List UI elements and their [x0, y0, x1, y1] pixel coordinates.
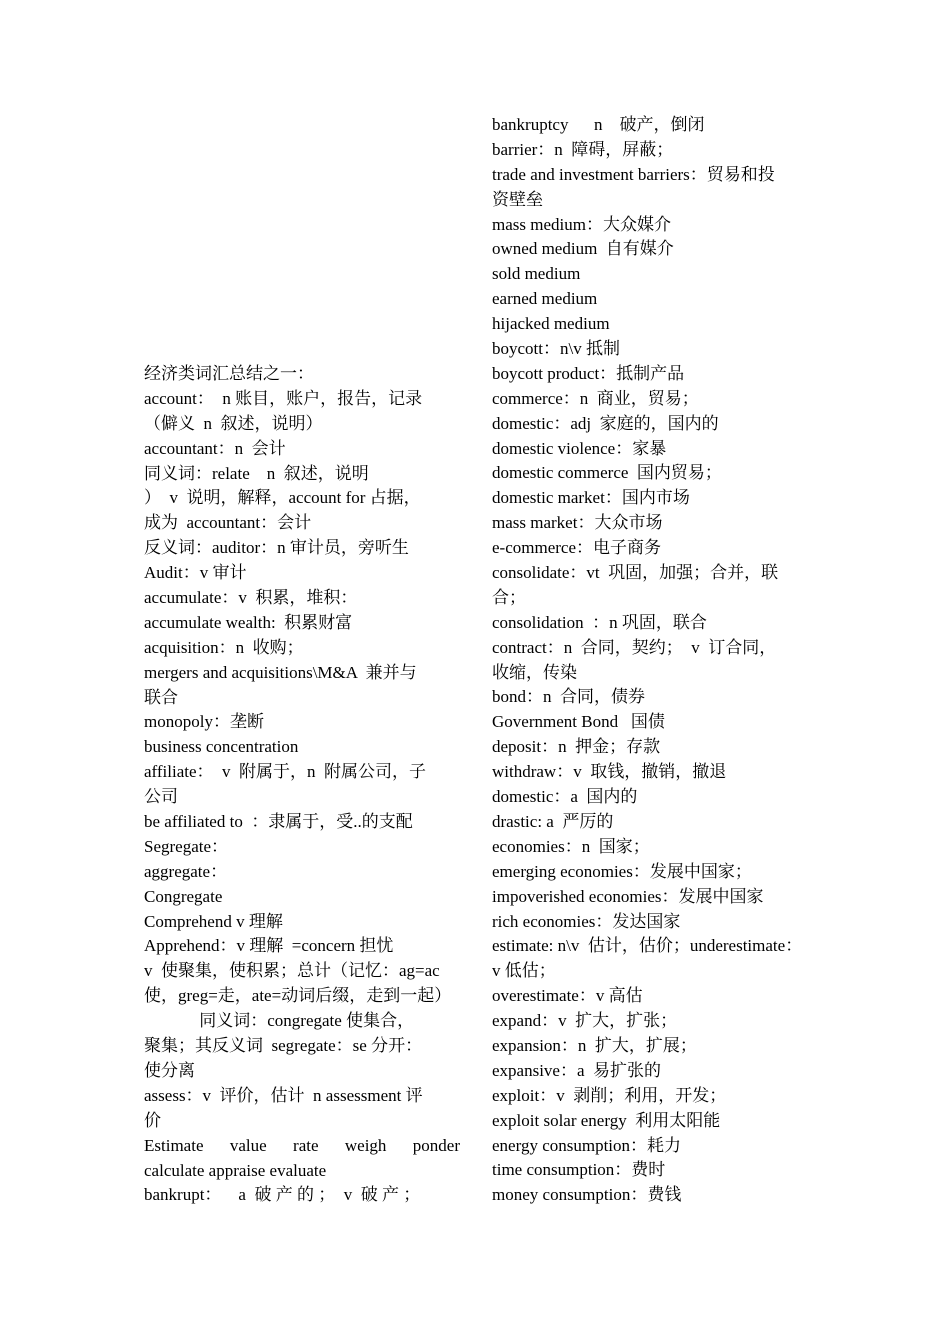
text-line: economies：n 国家； [492, 836, 650, 856]
text-line: expansion：n 扩大，扩展； [492, 1035, 697, 1055]
text-line: accumulate：v 积累，堆积： [144, 588, 358, 608]
text-line: business concentration [144, 737, 299, 757]
text-line: e-commerce：电子商务 [492, 538, 661, 558]
text-line: impoverished economies：发展中国家 [492, 886, 764, 906]
text-line: affiliate： v 附属于，n 附属公司，子 [144, 762, 427, 782]
text-line: 经济类词汇总结之一： [144, 364, 314, 383]
text-line: Comprehend v 理解 [144, 911, 283, 931]
text-line: Apprehend：v 理解 =concern 担忧 [144, 936, 394, 956]
text-line: 反义词：auditor：n 审计员，旁听生 [144, 538, 409, 558]
text-line: Audit：v 审计 [144, 563, 247, 583]
text-line: accountant：n 会计 [144, 438, 286, 458]
text-line: v 低估； [492, 961, 556, 981]
text-line: domestic violence：家暴 [492, 438, 667, 458]
text-line: Congregate [144, 886, 223, 906]
text-line: bond：n 合同，债券 [492, 687, 645, 707]
text-line: mass medium：大众媒介 [492, 214, 671, 234]
text-line: 同义词：relate n 叙述，说明 [144, 463, 369, 483]
text-line: Government Bond 国债 [492, 712, 665, 732]
text-line: emerging economies：发展中国家； [492, 861, 752, 881]
text-line: boycott product：抵制产品 [492, 363, 685, 383]
text-line: assess：v 评价，估计 n assessment 评 [144, 1085, 423, 1105]
text-line: 同义词：congregate 使集合， [144, 1011, 415, 1031]
left-text-column [144, 362, 460, 1208]
text-line: commerce：n 商业，贸易； [492, 388, 699, 408]
text-line: 聚集；其反义词 segregate：se 分开： [144, 1036, 423, 1056]
text-line: 公司 [144, 787, 178, 807]
text-line: domestic market：国内市场 [492, 488, 690, 508]
text-line: 收缩，传染 [492, 662, 577, 682]
text-line: Segregate： [144, 836, 229, 856]
text-line: bankruptcy n 破产，倒闭 [492, 115, 705, 134]
text-line: expand：v 扩大，扩张； [492, 1011, 678, 1031]
text-line: exploit solar energy 利用太阳能 [492, 1110, 721, 1130]
text-line: v 使聚集，使积累；总计（记忆：ag=ac [144, 961, 440, 981]
text-line: 合； [492, 587, 526, 607]
text-line: 使，greg=走，ate=动词后缀，走到一起） [144, 986, 452, 1006]
text-line: domestic commerce 国内贸易； [492, 463, 722, 483]
text-line: withdraw：v 取钱，撤销，撤退 [492, 762, 727, 782]
text-line: rich economies：发达国家 [492, 911, 681, 931]
text-line: consolidate：vt 巩固，加强；合并，联 [492, 563, 779, 583]
text-line: deposit：n 押金；存款 [492, 737, 661, 757]
text-line: drastic: a 严厉的 [492, 811, 614, 831]
text-line: acquisition：n 收购； [144, 637, 304, 657]
text-line: 资壁垒 [492, 189, 543, 209]
text-line: （僻义 n 叙述，说明） [144, 413, 323, 433]
text-line: Estimate value rate weigh ponder [144, 1135, 460, 1155]
text-line: ） v 说明，解释，account for 占据， [144, 488, 421, 508]
text-line: accumulate wealth: 积累财富 [144, 612, 353, 632]
text-line: money consumption：费钱 [492, 1185, 682, 1205]
text-line: hijacked medium [492, 314, 610, 334]
text-line: mass market：大众市场 [492, 513, 663, 533]
text-line: monopoly：垄断 [144, 712, 264, 732]
text-line: owned medium 自有媒介 [492, 239, 674, 259]
text-line: 成为 accountant：会计 [144, 513, 312, 533]
text-line: expansive：a 易扩张的 [492, 1060, 662, 1080]
text-line: estimate: n\v 估计，估价；underestimate： [492, 936, 803, 956]
text-line: 使分离 [144, 1060, 195, 1080]
text-line: earned medium [492, 289, 598, 309]
text-line: exploit：v 剥削；利用，开发； [492, 1085, 727, 1105]
text-line: 价 [144, 1110, 161, 1130]
text-line: time consumption：费时 [492, 1160, 666, 1180]
right-text-column [492, 113, 816, 1208]
text-line: energy consumption：耗力 [492, 1135, 682, 1155]
text-line: domestic：adj 家庭的，国内的 [492, 413, 719, 433]
text-line: mergers and acquisitions\M&A 兼并与 [144, 662, 417, 682]
text-line: boycott：n\v 抵制 [492, 339, 620, 359]
text-line: account： n 账目，账户，报告，记录 [144, 388, 423, 408]
text-line: consolidation ：n 巩固，联合 [492, 612, 707, 632]
text-line: bankrupt： a 破 产 的 ； v 破 产 ； [144, 1185, 421, 1205]
text-line: sold medium [492, 264, 581, 284]
text-line: calculate appraise evaluate [144, 1160, 327, 1180]
text-line: 联合 [144, 687, 178, 707]
text-line: domestic：a 国内的 [492, 787, 638, 807]
text-line: overestimate：v 高估 [492, 986, 643, 1006]
text-line: aggregate： [144, 861, 228, 881]
text-line: be affiliated to ：隶属于，受..的支配 [144, 812, 413, 832]
text-line: barrier：n 障碍，屏蔽； [492, 139, 674, 159]
text-line: trade and investment barriers：贸易和投 [492, 164, 775, 184]
text-line: contract：n 合同，契约； v 订合同， [492, 637, 777, 657]
